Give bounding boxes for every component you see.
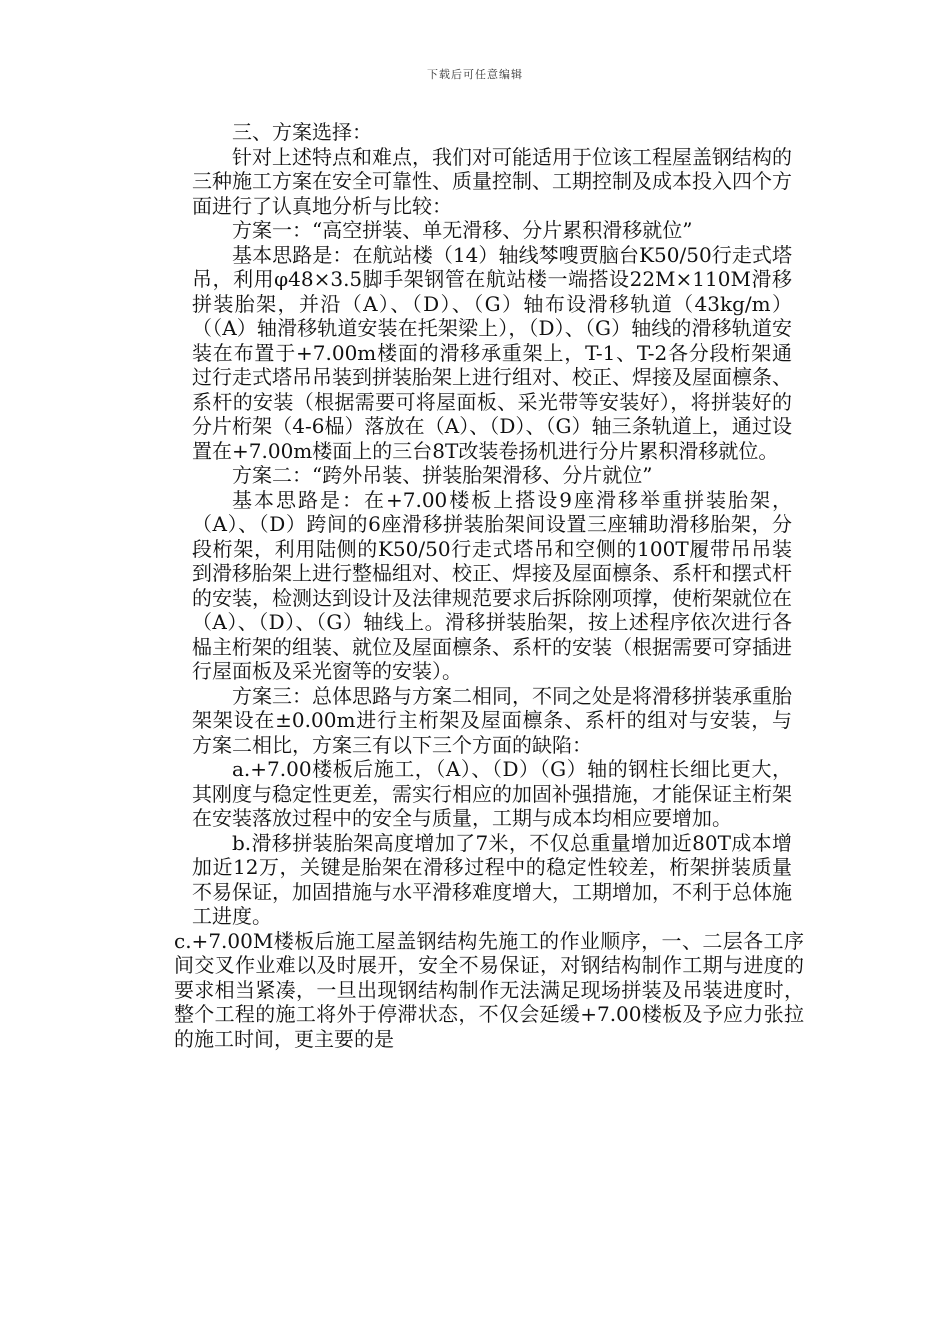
scheme-one-body: 基本思路是：在航站楼（14）轴线棽嗖贾脑台K50/50行走式塔吊，利用φ48×3.5脚手架钢管在航站楼一端搭设22M×110M滑移拼装胎架，并沿（A）、（D）、（G）轴布设滑移轨道（43kg/m）（（A）轴滑移轨道安装在托架梁上），（D）、（G）轴线的滑移轨道安装在布置于+7.00m楼面的滑移承重架上，T-1、T-2各分段桁架通过行走式塔吊吊装到拼装胎架上进行组对、校正、焊接及屋面檩条、系杆的安装（根据需要可将屋面板、采光带等安装好），将拼装好的分片桁架（4-6榀）落放在（A）、（D）、（G）轴三条轨道上，通过设置在+7.00m楼面上的三台8T改装卷扬机进行分片累积滑移就位。: [192, 242, 792, 463]
defect-c: c.+7.00M楼板后施工屋盖钢结构先施工的作业顺序，一、二层各工序间交叉作业难以及时展开，安全不易保证，对钢结构制作工期与进度的要求相当紧凑，一旦出现钢结构制作无法满足现场拼装及吊装进度时，整个工程的施工将外于停滞状态，不仅会延缓+7.00楼板及予应力张拉的施工时间，更主要的是: [174, 928, 804, 1051]
defect-b: b.滑移拼装胎架高度增加了7米，不仅总重量增加近80T成本增加近12万，关键是胎架在滑移过程中的稳定性较差，桁架拼装质量不易保证，加固措施与水平滑移难度增大，工期增加，不利于总体施工进度。: [192, 830, 792, 928]
scheme-three-body: 方案三：总体思路与方案二相同，不同之处是将滑移拼装承重胎架架设在±0.00m进行主桁架及屋面檩条、系杆的组对与安装，与方案二相比，方案三有以下三个方面的缺陷：: [192, 683, 792, 757]
defect-a: a.+7.00楼板后施工，（A）、（D）（G）轴的钢柱长细比更大，其刚度与稳定性更差，需实行相应的加固补强措施，才能保证主桁架在安装落放过程中的安全与质量，工期与成本均相应要增加。: [192, 757, 792, 830]
page-header-note: 下载后可任意编辑: [427, 68, 523, 81]
scheme-two-title: 方案二：“跨外吊装、拼装胎架滑移、分片就位”: [232, 463, 653, 487]
document-body: [174, 120, 804, 1051]
section-heading: 三、方案选择：: [232, 120, 372, 144]
scheme-one-title: 方案一：“高空拼装、单无滑移、分片累积滑移就位”: [232, 218, 693, 242]
paragraph-intro: 针对上述特点和难点，我们对可能适用于位该工程屋盖钢结构的三种施工方案在安全可靠性、质量控制、工期控制及成本投入四个方面进行了认真地分析与比较：: [192, 144, 792, 218]
scheme-two-body: 基本思路是：在+7.00楼板上搭设9座滑移举重拼装胎架，（A）、（D）跨间的6座滑移拼装胎架间设置三座辅助滑移胎架，分段桁架，利用陆侧的K50/50行走式塔吊和空侧的100T履带吊吊装到滑移胎架上进行整榀组对、校正、焊接及屋面檩条、系杆和摆式杆的安装，检测达到设计及法律规范要求后拆除刚项撑，使桁架就位在（A）、（D）、（G）轴线上。滑移拼装胎架，按上述程序依次进行各榀主桁架的组装、就位及屋面檩条、系杆的安装（根据需要可穿插进行屋面板及采光窗等的安装）。: [192, 487, 792, 683]
